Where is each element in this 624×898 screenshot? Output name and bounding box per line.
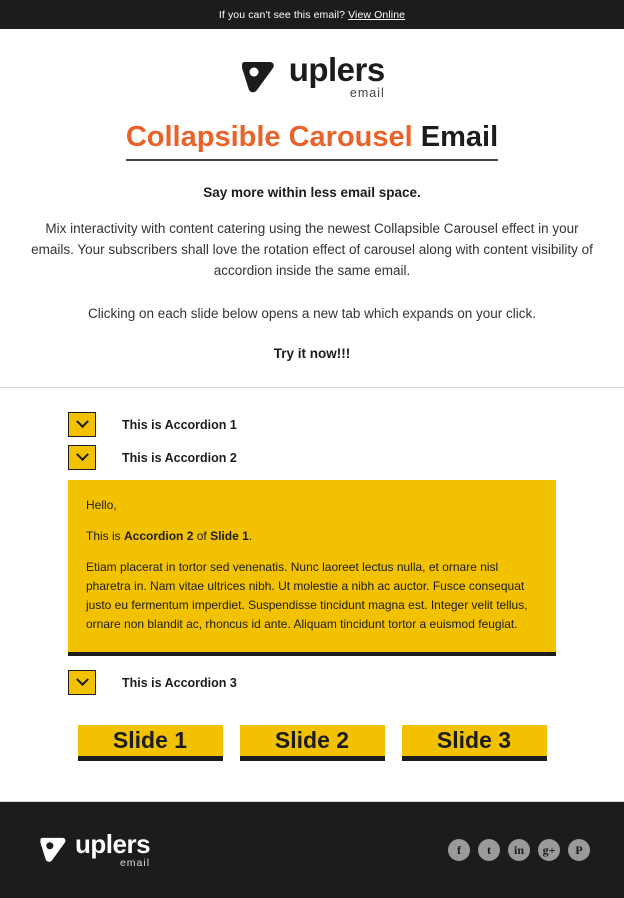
carousel-slide-tabs	[0, 703, 624, 787]
footer-logo-word: uplers	[75, 828, 151, 859]
accordion-header-1[interactable]	[0, 412, 624, 437]
panel-line-2	[86, 527, 538, 546]
panel-line2-accordion-name: Accordion 2	[124, 529, 194, 543]
uplers-mark-icon	[239, 61, 277, 95]
chevron-down-icon[interactable]	[68, 412, 96, 437]
logo-word: uplers	[288, 51, 385, 88]
accordion-label-2: This is Accordion 2	[122, 450, 237, 465]
slide-tab-1[interactable]: Slide 1	[78, 725, 223, 761]
accordion-header-3[interactable]	[0, 670, 624, 695]
subtitle: Say more within less email space.	[203, 185, 421, 200]
preheader-bar	[0, 0, 624, 29]
accordion-label-3: This is Accordion 3	[122, 675, 237, 690]
googleplus-icon[interactable]: g+	[538, 839, 560, 861]
title-rest-text: Email	[412, 121, 499, 153]
uplers-mark-icon	[38, 837, 68, 864]
accordion-section	[0, 388, 624, 801]
accordion-header-2[interactable]	[0, 445, 624, 470]
social-links	[448, 839, 590, 861]
slide-tab-3[interactable]: Slide 3	[402, 725, 547, 761]
logo-subword: email	[349, 86, 385, 100]
panel-line2-mid: of	[193, 529, 211, 543]
pinterest-icon[interactable]: P	[568, 839, 590, 861]
try-it-now-text: Try it now!!!	[273, 346, 351, 361]
footer-logo[interactable]	[38, 828, 151, 869]
linkedin-icon[interactable]: in	[508, 839, 530, 861]
title-accent-text: Collapsible Carousel	[125, 121, 413, 153]
panel-line2-slide-name: Slide 1	[210, 529, 249, 543]
title-area	[0, 114, 624, 161]
panel-body-text: Etiam placerat in tortor sed venenatis. Nunc laoreet lectus nulla, et ornare nisl pharetra in. Nam vitae ultrices nibh. Ut molestie a nibh ac auctor. Fusce consequat justo eu fermentum imperdiet. Suspendisse tincidunt magna est. Integer velit tellus, ornare non blandit ac, rhoncus id ante. Aliquam tincidunt tortor a euismod feugiat.	[86, 560, 528, 631]
header-logo-area	[0, 29, 624, 114]
uplers-wordmark	[288, 51, 385, 100]
preheader-text: If you can't see this email?	[218, 9, 346, 21]
accordion-label-1: This is Accordion 1	[122, 417, 237, 432]
accordion-panel-2	[68, 480, 556, 656]
chevron-down-icon[interactable]	[68, 445, 96, 470]
slide-tab-2[interactable]: Slide 2	[240, 725, 385, 761]
page-title	[126, 120, 498, 161]
panel-spacer	[0, 656, 624, 670]
footer-wordmark	[75, 828, 151, 869]
panel-greeting: Hello,	[86, 498, 117, 512]
intro-paragraph-1: Mix interactivity with content catering using the newest Collapsible Carousel effect in your emails. Your subscribers shall love the rotation effect of carousel along with content visibility of accordion inside the same email.	[31, 221, 593, 278]
panel-line2-prefix: This is	[86, 529, 125, 543]
uplers-logo[interactable]	[239, 51, 385, 100]
view-online-link[interactable]: View Online	[348, 9, 406, 21]
intro-paragraph-2: Clicking on each slide below opens a new tab which expands on your click.	[87, 306, 536, 321]
footer-logo-subword: email	[119, 856, 151, 869]
panel-line2-suffix: .	[248, 529, 253, 543]
facebook-icon[interactable]: f	[448, 839, 470, 861]
footer-bar	[0, 802, 624, 898]
chevron-down-icon[interactable]	[68, 670, 96, 695]
twitter-icon[interactable]: t	[478, 839, 500, 861]
